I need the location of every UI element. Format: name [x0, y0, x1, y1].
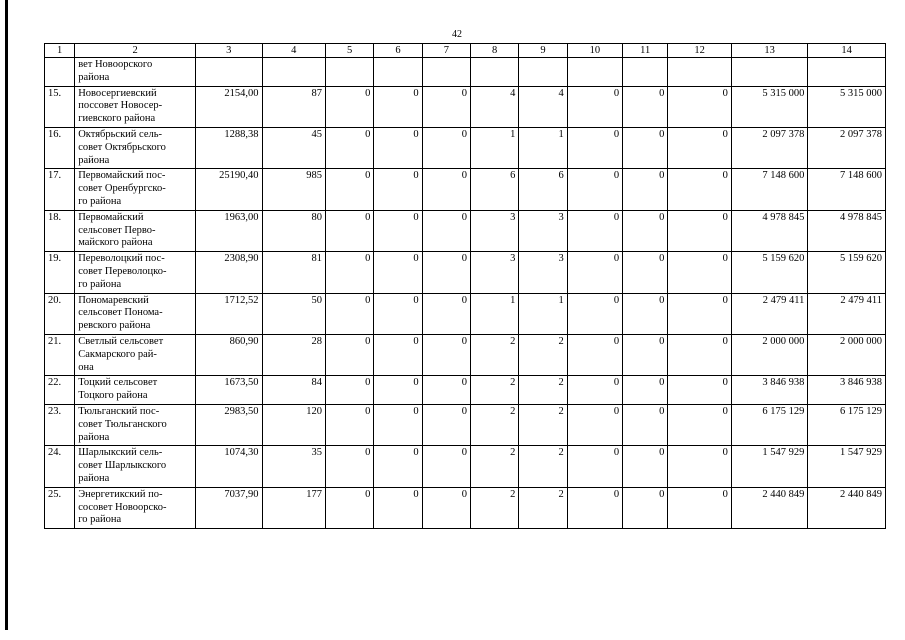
- table-cell: 0: [374, 487, 422, 528]
- row-number-cell: 15.: [45, 86, 75, 127]
- table-cell: 0: [668, 334, 731, 375]
- settlement-name-cell: Пономаревский сельсовет Понома- ревского района: [75, 293, 196, 334]
- table-cell: 2: [519, 334, 567, 375]
- table-cell: 2 440 849: [808, 487, 886, 528]
- table-cell: 0: [668, 252, 731, 293]
- table-cell: [668, 58, 731, 87]
- table-cell: 2 097 378: [808, 127, 886, 168]
- table-cell: 0: [668, 86, 731, 127]
- table-row: [45, 446, 886, 487]
- table-row: [45, 210, 886, 251]
- table-cell: 3: [471, 252, 519, 293]
- table-cell: 2 097 378: [731, 127, 808, 168]
- settlement-name-cell: Шарлыкский сель- совет Шарлыкского района: [75, 446, 196, 487]
- table-cell: 0: [567, 169, 622, 210]
- table-cell: 2154,00: [196, 86, 262, 127]
- table-cell: [471, 58, 519, 87]
- table-row: [45, 487, 886, 528]
- table-cell: 0: [422, 487, 470, 528]
- table-cell: 0: [422, 293, 470, 334]
- table-cell: [422, 58, 470, 87]
- table-cell: 0: [325, 210, 373, 251]
- table-cell: 0: [623, 404, 668, 445]
- table-cell: 2308,90: [196, 252, 262, 293]
- settlement-name-cell: Тюльганский пос- совет Тюльганского района: [75, 404, 196, 445]
- table-cell: 0: [422, 252, 470, 293]
- table-cell: [567, 58, 622, 87]
- table-cell: 0: [623, 86, 668, 127]
- settlement-name-cell: Новосергиевский поссовет Новосер- гиевского района: [75, 86, 196, 127]
- table-cell: 0: [325, 252, 373, 293]
- settlement-name-cell: Первомайский сельсовет Перво- майского района: [75, 210, 196, 251]
- table-cell: 0: [623, 252, 668, 293]
- table-cell: 0: [623, 446, 668, 487]
- row-number-cell: 25.: [45, 487, 75, 528]
- table-cell: [374, 58, 422, 87]
- table-cell: 25190,40: [196, 169, 262, 210]
- table-cell: [45, 58, 75, 87]
- table-cell: 0: [567, 210, 622, 251]
- table-cell: 0: [325, 404, 373, 445]
- table-cell: 7 148 600: [731, 169, 808, 210]
- table-cell: 6: [471, 169, 519, 210]
- table-cell: 2: [471, 487, 519, 528]
- table-cell: 3 846 938: [731, 376, 808, 405]
- table-cell: 87: [262, 86, 325, 127]
- row-number-cell: 24.: [45, 446, 75, 487]
- table-cell: 2: [519, 404, 567, 445]
- table-cell: [623, 58, 668, 87]
- left-margin-rule: [5, 0, 8, 630]
- table-cell: 0: [422, 376, 470, 405]
- row-number-cell: 21.: [45, 334, 75, 375]
- table-cell: 2: [471, 404, 519, 445]
- table-cell: 2 000 000: [731, 334, 808, 375]
- table-cell: 0: [668, 169, 731, 210]
- table-cell: 0: [567, 252, 622, 293]
- header-cell-col-4: 4: [262, 44, 325, 58]
- table-cell: 0: [668, 487, 731, 528]
- header-row: [45, 44, 886, 58]
- table-cell: 0: [623, 210, 668, 251]
- continuation-row: [45, 58, 886, 87]
- table-cell: 985: [262, 169, 325, 210]
- settlement-name-cell: Переволоцкий пос- совет Переволоцко- го района: [75, 252, 196, 293]
- table-cell: 5 159 620: [731, 252, 808, 293]
- table-cell: 1673,50: [196, 376, 262, 405]
- row-number-cell: 17.: [45, 169, 75, 210]
- settlement-name-cell: Первомайский пос- совет Оренбургско- го района: [75, 169, 196, 210]
- header-cell-col-5: 5: [325, 44, 373, 58]
- table-cell: 0: [374, 404, 422, 445]
- table-cell: 45: [262, 127, 325, 168]
- table-cell: [262, 58, 325, 87]
- table-row: [45, 293, 886, 334]
- table-cell: 6 175 129: [808, 404, 886, 445]
- table-row: [45, 252, 886, 293]
- table-row: [45, 376, 886, 405]
- table-cell: 2: [471, 446, 519, 487]
- table-cell: 0: [623, 487, 668, 528]
- header-cell-col-2: 2: [75, 44, 196, 58]
- table-cell: 1 547 929: [731, 446, 808, 487]
- header-cell-col-9: 9: [519, 44, 567, 58]
- table-cell: 0: [567, 376, 622, 405]
- table-cell: 0: [374, 252, 422, 293]
- table-cell: 3: [519, 210, 567, 251]
- table-cell: 0: [422, 127, 470, 168]
- header-cell-col-7: 7: [422, 44, 470, 58]
- table-cell: 0: [374, 210, 422, 251]
- row-number-cell: 23.: [45, 404, 75, 445]
- header-cell-col-11: 11: [623, 44, 668, 58]
- table-cell: 3: [519, 252, 567, 293]
- row-number-cell: 22.: [45, 376, 75, 405]
- table-cell: 2: [471, 376, 519, 405]
- table-cell: 1 547 929: [808, 446, 886, 487]
- table-cell: 0: [567, 127, 622, 168]
- table-cell: 0: [325, 169, 373, 210]
- table-cell: 1: [519, 127, 567, 168]
- table-cell: 0: [325, 86, 373, 127]
- table-cell: 0: [623, 293, 668, 334]
- table-cell: 3: [471, 210, 519, 251]
- table-cell: 0: [623, 376, 668, 405]
- settlement-name-cell: Тоцкий сельсовет Тоцкого района: [75, 376, 196, 405]
- table-cell: [808, 58, 886, 87]
- table-cell: 0: [325, 127, 373, 168]
- table-cell: 0: [567, 487, 622, 528]
- table-cell: 0: [567, 404, 622, 445]
- table-cell: 0: [374, 334, 422, 375]
- table-cell: 2 479 411: [808, 293, 886, 334]
- table-cell: 35: [262, 446, 325, 487]
- table-cell: 0: [668, 446, 731, 487]
- row-number-cell: 20.: [45, 293, 75, 334]
- table-cell: 177: [262, 487, 325, 528]
- table-cell: 81: [262, 252, 325, 293]
- table-cell: 84: [262, 376, 325, 405]
- table-cell: 0: [374, 376, 422, 405]
- settlement-name-cell: Светлый сельсовет Сакмарского рай- она: [75, 334, 196, 375]
- table-cell: 2: [519, 446, 567, 487]
- table-cell: 0: [623, 169, 668, 210]
- table-cell: 0: [422, 334, 470, 375]
- header-cell-col-6: 6: [374, 44, 422, 58]
- table-cell: 2: [519, 487, 567, 528]
- table-cell: 5 159 620: [808, 252, 886, 293]
- table-cell: [325, 58, 373, 87]
- table-cell: 2 440 849: [731, 487, 808, 528]
- table-cell: 860,90: [196, 334, 262, 375]
- table-cell: 1: [471, 293, 519, 334]
- table-cell: вет Новоорского района: [75, 58, 196, 87]
- table-cell: 4: [519, 86, 567, 127]
- settlement-name-cell: Октябрьский сель- совет Октябрьского района: [75, 127, 196, 168]
- table-cell: 50: [262, 293, 325, 334]
- table-cell: 4: [471, 86, 519, 127]
- table-cell: 1963,00: [196, 210, 262, 251]
- page-number: 42: [452, 29, 462, 40]
- table-cell: 5 315 000: [731, 86, 808, 127]
- table-cell: [731, 58, 808, 87]
- table-cell: 0: [623, 127, 668, 168]
- data-table: [44, 43, 886, 529]
- table-cell: 0: [422, 210, 470, 251]
- table-cell: 0: [422, 86, 470, 127]
- table-cell: 0: [567, 334, 622, 375]
- table-cell: 0: [668, 293, 731, 334]
- table-cell: 0: [668, 404, 731, 445]
- table-cell: 1074,30: [196, 446, 262, 487]
- table-cell: [519, 58, 567, 87]
- table-cell: 28: [262, 334, 325, 375]
- table-cell: 6 175 129: [731, 404, 808, 445]
- table-cell: 0: [623, 334, 668, 375]
- header-cell-col-10: 10: [567, 44, 622, 58]
- header-cell-col-8: 8: [471, 44, 519, 58]
- table-cell: 7037,90: [196, 487, 262, 528]
- table-cell: 0: [668, 210, 731, 251]
- table-row: [45, 86, 886, 127]
- table-cell: 0: [374, 169, 422, 210]
- table-cell: 0: [325, 334, 373, 375]
- table-cell: 2983,50: [196, 404, 262, 445]
- table-cell: 0: [567, 293, 622, 334]
- table-cell: 0: [668, 127, 731, 168]
- header-cell-col-3: 3: [196, 44, 262, 58]
- table-cell: 1712,52: [196, 293, 262, 334]
- row-number-cell: 18.: [45, 210, 75, 251]
- header-cell-col-12: 12: [668, 44, 731, 58]
- table-cell: 2 479 411: [731, 293, 808, 334]
- table-cell: 0: [374, 86, 422, 127]
- row-number-cell: 16.: [45, 127, 75, 168]
- table-cell: 0: [374, 293, 422, 334]
- table-cell: 0: [422, 404, 470, 445]
- table-cell: 2 000 000: [808, 334, 886, 375]
- table-cell: 120: [262, 404, 325, 445]
- table-cell: 0: [325, 376, 373, 405]
- table-cell: [196, 58, 262, 87]
- table-cell: 0: [325, 487, 373, 528]
- table-row: [45, 169, 886, 210]
- table-cell: 1: [471, 127, 519, 168]
- settlement-name-cell: Энергетикский по- сосовет Новоорско- го района: [75, 487, 196, 528]
- table-cell: 4 978 845: [808, 210, 886, 251]
- table-cell: 4 978 845: [731, 210, 808, 251]
- table-cell: 7 148 600: [808, 169, 886, 210]
- table-cell: 6: [519, 169, 567, 210]
- table-cell: 80: [262, 210, 325, 251]
- table-cell: 0: [668, 376, 731, 405]
- table-row: [45, 334, 886, 375]
- row-number-cell: 19.: [45, 252, 75, 293]
- table-cell: 1: [519, 293, 567, 334]
- table-cell: 0: [567, 446, 622, 487]
- table-cell: 0: [374, 446, 422, 487]
- header-cell-col-13: 13: [731, 44, 808, 58]
- table-cell: 2: [519, 376, 567, 405]
- table-row: [45, 404, 886, 445]
- table-body: [45, 44, 886, 529]
- table-cell: 1288,38: [196, 127, 262, 168]
- table-cell: 0: [374, 127, 422, 168]
- table-cell: 5 315 000: [808, 86, 886, 127]
- header-cell-col-14: 14: [808, 44, 886, 58]
- table-row: [45, 127, 886, 168]
- table-cell: 3 846 938: [808, 376, 886, 405]
- table-cell: 0: [422, 446, 470, 487]
- header-cell-col-1: 1: [45, 44, 75, 58]
- table-cell: 0: [325, 293, 373, 334]
- table-cell: 0: [422, 169, 470, 210]
- table-cell: 0: [567, 86, 622, 127]
- table-cell: 2: [471, 334, 519, 375]
- table-cell: 0: [325, 446, 373, 487]
